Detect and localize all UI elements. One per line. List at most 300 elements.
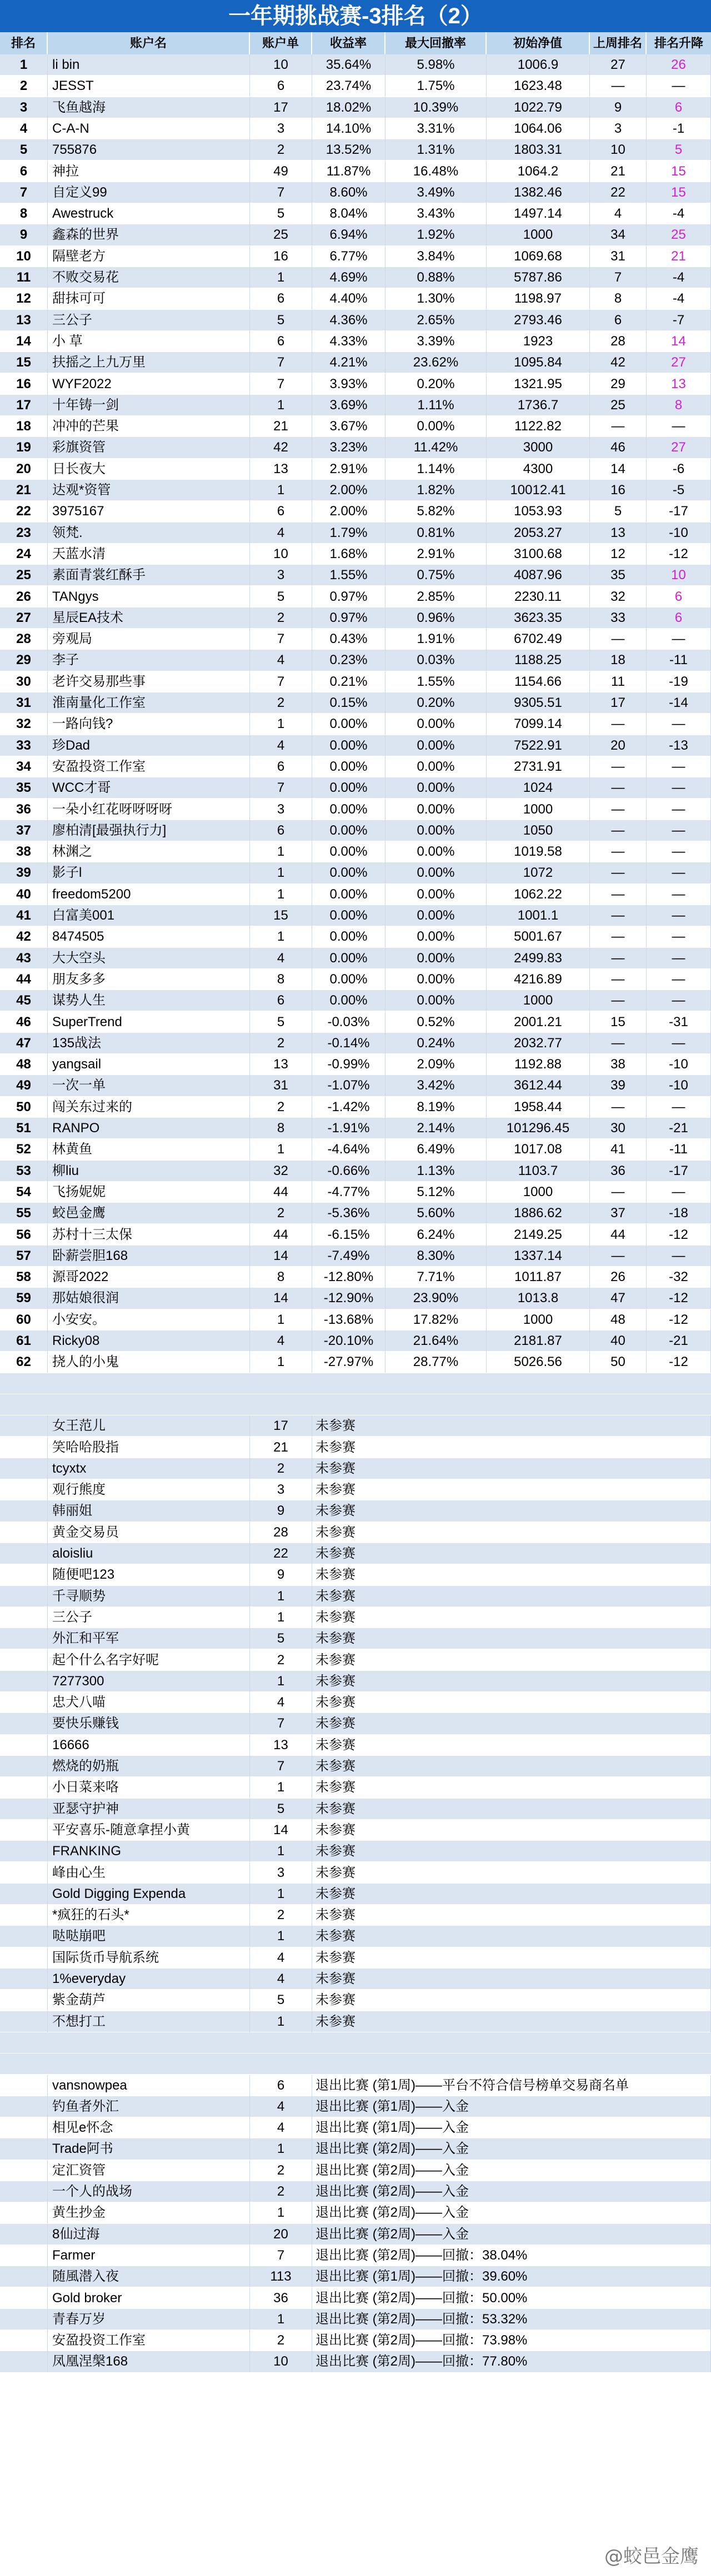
initial-nav-cell: 2230.11	[487, 586, 590, 607]
status-cell: 未参赛	[312, 1799, 711, 1820]
account-name-cell: 哒哒崩吧	[48, 1926, 250, 1947]
last-week-rank-cell: 35	[590, 565, 647, 586]
last-week-rank-cell: —	[590, 820, 647, 841]
trades-cell: 4	[250, 735, 312, 756]
return-cell: 0.00%	[312, 926, 385, 947]
rank-cell	[0, 2160, 48, 2181]
account-name-cell: 廖柏清[最强执行力]	[48, 820, 250, 841]
header-last-week-rank: 上周排名	[590, 32, 647, 54]
account-name-cell: WYF2022	[48, 374, 250, 395]
account-name-cell: 神拉	[48, 161, 250, 182]
rank-change-cell: -6	[647, 459, 711, 480]
account-name-cell: 16666	[48, 1735, 250, 1756]
trades-cell: 4	[250, 1692, 312, 1713]
rank-change-cell: —	[647, 905, 711, 926]
account-name-cell: 白富美001	[48, 905, 250, 926]
drawdown-cell: 5.60%	[385, 1203, 487, 1224]
initial-nav-cell: 9305.51	[487, 692, 590, 714]
trades-cell: 1	[250, 2309, 312, 2330]
return-cell: 0.97%	[312, 607, 385, 629]
return-cell: 2.91%	[312, 459, 385, 480]
initial-nav-cell: 2181.87	[487, 1330, 590, 1352]
initial-nav-cell: 3000	[487, 437, 590, 458]
status-cell: 未参赛	[312, 1777, 711, 1798]
return-cell: -0.14%	[312, 1033, 385, 1054]
drawdown-cell: 2.65%	[385, 310, 487, 331]
account-name-cell: 起个什么名字好呢	[48, 1650, 250, 1671]
table-row	[0, 246, 711, 267]
account-name-cell: 不想打工	[48, 2011, 250, 2032]
table-row	[0, 1586, 711, 1607]
account-name-cell: 大大空头	[48, 948, 250, 969]
trades-cell: 15	[250, 905, 312, 926]
rank-cell	[0, 1777, 48, 1798]
initial-nav-cell: 1923	[487, 331, 590, 352]
return-cell: 0.97%	[312, 586, 385, 607]
table-row	[0, 1777, 711, 1798]
drawdown-cell: 11.42%	[385, 437, 487, 458]
trades-cell: 113	[250, 2266, 312, 2287]
rank-cell	[0, 1500, 48, 1522]
last-week-rank-cell: —	[590, 969, 647, 990]
return-cell: -27.97%	[312, 1352, 385, 1373]
rank-change-cell: —	[647, 76, 711, 97]
last-week-rank-cell: 25	[590, 395, 647, 416]
trades-cell: 2	[250, 1905, 312, 1926]
rank-cell	[0, 1415, 48, 1437]
table-row	[0, 1182, 711, 1203]
last-week-rank-cell: —	[590, 1182, 647, 1203]
account-name-cell: 淮南量化工作室	[48, 692, 250, 714]
account-name-cell: 苏村十三太保	[48, 1224, 250, 1246]
table-row	[0, 1969, 711, 1990]
account-name-cell: 源哥2022	[48, 1267, 250, 1288]
table-row	[0, 1246, 711, 1267]
last-week-rank-cell: 46	[590, 437, 647, 458]
drawdown-cell: 0.00%	[385, 948, 487, 969]
account-name-cell: 千寻顺势	[48, 1586, 250, 1607]
trades-cell: 4	[250, 948, 312, 969]
trades-cell: 13	[250, 1735, 312, 1756]
rank-cell: 2	[0, 76, 48, 97]
rank-change-cell: —	[647, 756, 711, 777]
last-week-rank-cell: 36	[590, 1161, 647, 1182]
page-title: 一年期挑战赛-3排名（2）	[0, 0, 711, 32]
rank-change-cell: 14	[647, 331, 711, 352]
last-week-rank-cell: 4	[590, 203, 647, 224]
account-name-cell: 挠人的小鬼	[48, 1352, 250, 1373]
status-cell: 未参赛	[312, 1947, 711, 1969]
account-name-cell: 安盈投资工作室	[48, 2330, 250, 2351]
drawdown-cell: 0.00%	[385, 799, 487, 820]
drawdown-cell: 10.39%	[385, 97, 487, 118]
drawdown-cell: 8.30%	[385, 1246, 487, 1267]
table-row	[0, 459, 711, 480]
initial-nav-cell: 1022.79	[487, 97, 590, 118]
table-row	[0, 692, 711, 714]
trades-cell: 7	[250, 1756, 312, 1777]
rank-change-cell: -10	[647, 523, 711, 544]
rank-cell: 36	[0, 799, 48, 820]
rank-change-cell: 13	[647, 374, 711, 395]
last-week-rank-cell: 47	[590, 1288, 647, 1309]
trades-cell: 5	[250, 586, 312, 607]
drawdown-cell: 1.31%	[385, 139, 487, 160]
table-row	[0, 607, 711, 629]
rank-cell: 43	[0, 948, 48, 969]
last-week-rank-cell: 22	[590, 182, 647, 203]
account-name-cell: WCC才哥	[48, 777, 250, 799]
rank-cell: 8	[0, 203, 48, 224]
return-cell: 18.02%	[312, 97, 385, 118]
return-cell: 13.52%	[312, 139, 385, 160]
table-row	[0, 1415, 711, 1437]
status-cell: 未参赛	[312, 1735, 711, 1756]
table-row	[0, 267, 711, 288]
drawdown-cell: 3.39%	[385, 331, 487, 352]
table-row	[0, 437, 711, 458]
drawdown-cell: 0.00%	[385, 820, 487, 841]
drawdown-cell: 0.00%	[385, 416, 487, 437]
table-row	[0, 969, 711, 990]
status-cell: 退出比赛 (第2周)——回撤：77.80%	[312, 2351, 711, 2372]
return-cell: 4.69%	[312, 267, 385, 288]
last-week-rank-cell: 42	[590, 352, 647, 373]
return-cell: -0.66%	[312, 1161, 385, 1182]
last-week-rank-cell: —	[590, 76, 647, 97]
rank-cell: 58	[0, 1267, 48, 1288]
status-cell: 退出比赛 (第1周)——回撤：39.60%	[312, 2266, 711, 2287]
trades-cell: 2	[250, 1458, 312, 1479]
drawdown-cell: 1.92%	[385, 224, 487, 245]
drawdown-cell: 0.52%	[385, 1012, 487, 1033]
table-row	[0, 2202, 711, 2223]
table-row	[0, 544, 711, 565]
table-row	[0, 1267, 711, 1288]
return-cell: 4.21%	[312, 352, 385, 373]
drawdown-cell: 0.75%	[385, 565, 487, 586]
trades-cell: 3	[250, 1862, 312, 1884]
account-name-cell: 外汇和平军	[48, 1628, 250, 1649]
account-name-cell: Trade阿书	[48, 2138, 250, 2160]
account-name-cell: 国际货币导航系统	[48, 1947, 250, 1969]
rank-cell	[0, 2245, 48, 2266]
initial-nav-cell: 1000	[487, 1182, 590, 1203]
initial-nav-cell: 1000	[487, 1309, 590, 1330]
trades-cell: 4	[250, 1969, 312, 1990]
trades-cell: 7	[250, 1713, 312, 1734]
initial-nav-cell: 1623.48	[487, 76, 590, 97]
drawdown-cell: 6.49%	[385, 1139, 487, 1160]
trades-cell: 1	[250, 267, 312, 288]
table-row	[0, 862, 711, 883]
header-initial-nav: 初始净值	[487, 32, 590, 54]
trades-cell: 4	[250, 650, 312, 671]
initial-nav-cell: 7522.91	[487, 735, 590, 756]
trades-cell: 7	[250, 182, 312, 203]
rank-change-cell: -5	[647, 480, 711, 501]
table-row	[0, 1139, 711, 1160]
rank-change-cell: 27	[647, 352, 711, 373]
rank-change-cell: 25	[647, 224, 711, 245]
table-row	[0, 182, 711, 203]
return-cell: 11.87%	[312, 161, 385, 182]
table-row	[0, 331, 711, 352]
account-name-cell: C-A-N	[48, 118, 250, 139]
drawdown-cell: 7.71%	[385, 1267, 487, 1288]
account-name-cell: 三公子	[48, 310, 250, 331]
table-row	[0, 629, 711, 650]
header-drawdown: 最大回撤率	[385, 32, 487, 54]
rank-cell: 31	[0, 692, 48, 714]
return-cell: 3.67%	[312, 416, 385, 437]
drawdown-cell: 0.00%	[385, 990, 487, 1011]
last-week-rank-cell: 20	[590, 735, 647, 756]
rank-cell	[0, 2011, 48, 2032]
trades-cell: 4	[250, 2117, 312, 2138]
account-name-cell: Awestruck	[48, 203, 250, 224]
initial-nav-cell: 1017.08	[487, 1139, 590, 1160]
rank-change-cell: -31	[647, 1012, 711, 1033]
drawdown-cell: 3.42%	[385, 1075, 487, 1096]
table-row	[0, 288, 711, 309]
rank-cell	[0, 1862, 48, 1884]
account-name-cell: 甜抹可可	[48, 288, 250, 309]
rank-cell: 32	[0, 714, 48, 735]
trades-cell: 28	[250, 1522, 312, 1543]
trades-cell: 1	[250, 1309, 312, 1330]
trades-cell: 1	[250, 1671, 312, 1692]
account-name-cell: 小 草	[48, 331, 250, 352]
account-name-cell: 钓鱼者外汇	[48, 2096, 250, 2117]
rank-cell	[0, 1820, 48, 1841]
rank-cell	[0, 1990, 48, 2011]
last-week-rank-cell: —	[590, 714, 647, 735]
trades-cell: 6	[250, 990, 312, 1011]
trades-cell: 7	[250, 671, 312, 692]
drawdown-cell: 17.82%	[385, 1309, 487, 1330]
drawdown-cell: 5.82%	[385, 501, 487, 522]
return-cell: 4.33%	[312, 331, 385, 352]
rank-cell	[0, 2266, 48, 2287]
rank-cell	[0, 1692, 48, 1713]
trades-cell: 36	[250, 2288, 312, 2309]
account-name-cell: 黄生抄金	[48, 2202, 250, 2223]
last-week-rank-cell: 33	[590, 607, 647, 629]
account-name-cell: 8仙过海	[48, 2224, 250, 2245]
table-row	[0, 2330, 711, 2351]
account-name-cell: 朋友多多	[48, 969, 250, 990]
rank-cell	[0, 1543, 48, 1564]
status-cell: 退出比赛 (第2周)——回撤：73.98%	[312, 2330, 711, 2351]
rank-cell	[0, 1884, 48, 1905]
last-week-rank-cell: 41	[590, 1139, 647, 1160]
initial-nav-cell: 1192.88	[487, 1054, 590, 1075]
status-cell: 未参赛	[312, 1671, 711, 1692]
trades-cell: 14	[250, 1820, 312, 1841]
return-cell: 6.77%	[312, 246, 385, 267]
rank-cell: 19	[0, 437, 48, 458]
account-name-cell: 黄金交易员	[48, 1522, 250, 1543]
table-row	[0, 1118, 711, 1139]
account-name-cell: 峰由心生	[48, 1862, 250, 1884]
drawdown-cell: 16.48%	[385, 161, 487, 182]
account-name-cell: 紫金葫芦	[48, 1990, 250, 2011]
return-cell: 1.68%	[312, 544, 385, 565]
table-row	[0, 820, 711, 841]
rank-change-cell: -21	[647, 1118, 711, 1139]
table-row	[0, 2075, 711, 2096]
last-week-rank-cell: 37	[590, 1203, 647, 1224]
account-name-cell: 135战法	[48, 1033, 250, 1054]
table-row	[0, 1841, 711, 1862]
rank-change-cell: -11	[647, 1139, 711, 1160]
initial-nav-cell: 3612.44	[487, 1075, 590, 1096]
status-cell: 未参赛	[312, 1862, 711, 1884]
rank-change-cell: —	[647, 799, 711, 820]
trades-cell: 1	[250, 2011, 312, 2032]
rank-cell	[0, 1905, 48, 1926]
rank-cell: 56	[0, 1224, 48, 1246]
account-name-cell: aloisliu	[48, 1543, 250, 1564]
last-week-rank-cell: —	[590, 1246, 647, 1267]
table-row	[0, 777, 711, 799]
trades-cell: 10	[250, 54, 312, 76]
account-name-cell: 卧薪尝胆168	[48, 1246, 250, 1267]
rank-cell	[0, 1756, 48, 1777]
drawdown-cell: 8.19%	[385, 1097, 487, 1118]
return-cell: 2.00%	[312, 480, 385, 501]
trades-cell: 4	[250, 1330, 312, 1352]
trades-cell: 1	[250, 1841, 312, 1862]
section-separator	[0, 2032, 711, 2053]
rank-cell: 47	[0, 1033, 48, 1054]
initial-nav-cell: 1062.22	[487, 884, 590, 905]
initial-nav-cell: 2053.27	[487, 523, 590, 544]
status-cell: 未参赛	[312, 1437, 711, 1458]
rank-change-cell: 8	[647, 395, 711, 416]
rank-cell: 61	[0, 1330, 48, 1352]
status-cell: 未参赛	[312, 1990, 711, 2011]
initial-nav-cell: 1019.58	[487, 841, 590, 862]
rank-change-cell: -13	[647, 735, 711, 756]
last-week-rank-cell: 12	[590, 544, 647, 565]
rank-cell: 57	[0, 1246, 48, 1267]
trades-cell: 1	[250, 2202, 312, 2223]
table-row	[0, 2288, 711, 2309]
initial-nav-cell: 2149.25	[487, 1224, 590, 1246]
account-name-cell: 忠犬八喵	[48, 1692, 250, 1713]
table-row	[0, 2011, 711, 2032]
return-cell: 3.69%	[312, 395, 385, 416]
account-name-cell: freedom5200	[48, 884, 250, 905]
trades-cell: 6	[250, 501, 312, 522]
last-week-rank-cell: 48	[590, 1309, 647, 1330]
initial-nav-cell: 1001.1	[487, 905, 590, 926]
account-name-cell: 闯关东过来的	[48, 1097, 250, 1118]
return-cell: 0.00%	[312, 841, 385, 862]
rank-cell	[0, 1437, 48, 1458]
drawdown-cell: 5.98%	[385, 54, 487, 76]
rank-cell: 14	[0, 331, 48, 352]
drawdown-cell: 1.75%	[385, 76, 487, 97]
drawdown-cell: 0.00%	[385, 905, 487, 926]
rank-cell: 1	[0, 54, 48, 76]
rank-change-cell: 5	[647, 139, 711, 160]
trades-cell: 44	[250, 1182, 312, 1203]
last-week-rank-cell: 7	[590, 267, 647, 288]
rank-cell: 18	[0, 416, 48, 437]
last-week-rank-cell: —	[590, 1033, 647, 1054]
trades-cell: 32	[250, 1161, 312, 1182]
rank-change-cell: —	[647, 990, 711, 1011]
status-cell: 未参赛	[312, 1458, 711, 1479]
rank-change-cell: —	[647, 714, 711, 735]
section-separator	[0, 1394, 711, 1415]
account-name-cell: 林黄鱼	[48, 1139, 250, 1160]
rank-change-cell: -12	[647, 1288, 711, 1309]
table-header	[0, 32, 711, 54]
rank-change-cell: 26	[647, 54, 711, 76]
account-name-cell: JESST	[48, 76, 250, 97]
trades-cell: 6	[250, 2075, 312, 2096]
account-name-cell: 小安安。	[48, 1309, 250, 1330]
trades-cell: 21	[250, 416, 312, 437]
table-row	[0, 735, 711, 756]
rank-cell: 60	[0, 1309, 48, 1330]
rank-change-cell: 15	[647, 182, 711, 203]
rank-cell	[0, 1671, 48, 1692]
trades-cell: 1	[250, 1607, 312, 1628]
table-row	[0, 2138, 711, 2160]
rank-change-cell: -7	[647, 310, 711, 331]
return-cell: 35.64%	[312, 54, 385, 76]
table-row	[0, 905, 711, 926]
table-row	[0, 1288, 711, 1309]
trades-cell: 22	[250, 1543, 312, 1564]
section-separator	[0, 1373, 711, 1394]
trades-cell: 5	[250, 203, 312, 224]
return-cell: 4.40%	[312, 288, 385, 309]
trades-cell: 17	[250, 97, 312, 118]
status-cell: 退出比赛 (第2周)——回撤：50.00%	[312, 2288, 711, 2309]
last-week-rank-cell: —	[590, 629, 647, 650]
table-row	[0, 2351, 711, 2372]
account-name-cell: yangsail	[48, 1054, 250, 1075]
initial-nav-cell: 1000	[487, 224, 590, 245]
drawdown-cell: 2.85%	[385, 586, 487, 607]
last-week-rank-cell: 8	[590, 288, 647, 309]
drawdown-cell: 3.43%	[385, 203, 487, 224]
rank-cell: 54	[0, 1182, 48, 1203]
drawdown-cell: 3.31%	[385, 118, 487, 139]
table-row	[0, 1075, 711, 1096]
status-cell: 退出比赛 (第2周)——入金	[312, 2224, 711, 2245]
account-name-cell: 飞鱼越海	[48, 97, 250, 118]
return-cell: 0.00%	[312, 820, 385, 841]
rank-cell	[0, 1628, 48, 1649]
last-week-rank-cell: 50	[590, 1352, 647, 1373]
rank-cell	[0, 1522, 48, 1543]
rank-cell: 42	[0, 926, 48, 947]
trades-cell: 3	[250, 1479, 312, 1500]
table-row	[0, 161, 711, 182]
rank-cell	[0, 1969, 48, 1990]
last-week-rank-cell: 9	[590, 97, 647, 118]
table-row	[0, 501, 711, 522]
drawdown-cell: 1.13%	[385, 1161, 487, 1182]
account-name-cell: 飞扬妮妮	[48, 1182, 250, 1203]
